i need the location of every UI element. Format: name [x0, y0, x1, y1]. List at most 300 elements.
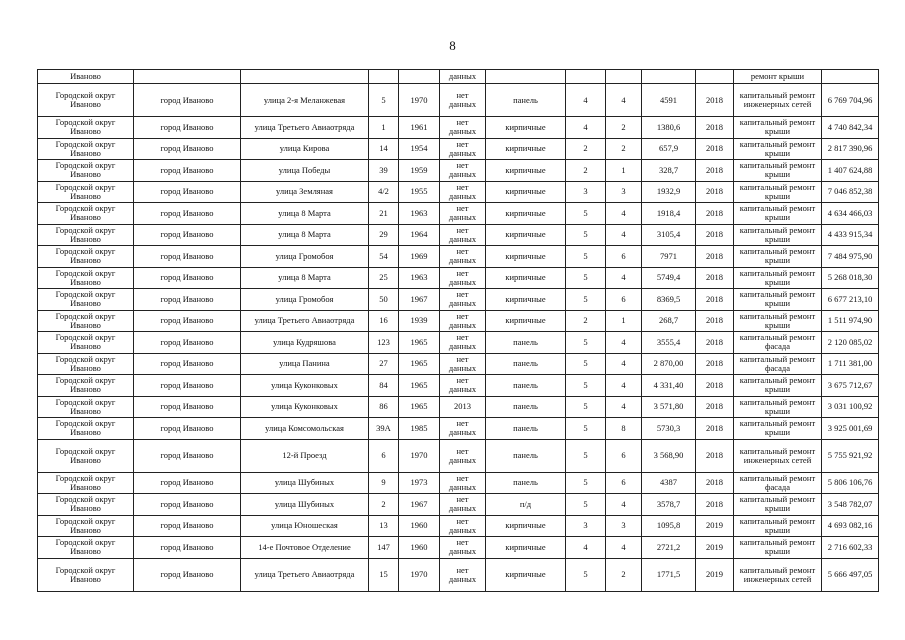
cell-plan-year: 2018 [696, 494, 734, 516]
cell-municipality: Городской округ Иваново [38, 558, 134, 591]
cell-cost: 5 755 921,92 [822, 439, 879, 472]
cell-work-type: капитальный ремонт крыши [734, 515, 822, 537]
cell-settlement: город Иваново [134, 203, 241, 225]
cell-overhaul-year: данных [440, 70, 486, 84]
cell-area: 1771,5 [642, 558, 696, 591]
cell-street: улица Комсомольская [241, 418, 369, 440]
cell-work-type: капитальный ремонт крыши [734, 224, 822, 246]
cell-overhaul-year: нет данных [440, 84, 486, 117]
cell-work-type: капитальный ремонт крыши [734, 160, 822, 182]
cell-municipality: Городской округ Иваново [38, 396, 134, 418]
cell-overhaul-year: нет данных [440, 138, 486, 160]
cell-entrances: 1 [606, 160, 642, 182]
cell-settlement: город Иваново [134, 375, 241, 397]
cell-work-type: капитальный ремонт фасада [734, 353, 822, 375]
cell-settlement: город Иваново [134, 267, 241, 289]
cell-house-number: 84 [369, 375, 399, 397]
cell-wall-material: кирпичные [486, 181, 566, 203]
cell-area: 1918,4 [642, 203, 696, 225]
cell-plan-year: 2018 [696, 246, 734, 268]
cell-house-number: 15 [369, 558, 399, 591]
cell-wall-material: кирпичные [486, 267, 566, 289]
cell-settlement: город Иваново [134, 558, 241, 591]
cell-street: 12-й Проезд [241, 439, 369, 472]
cell-entrances: 6 [606, 439, 642, 472]
cell-floors: 2 [566, 310, 606, 332]
cell-street: улица 8 Марта [241, 224, 369, 246]
cell-plan-year: 2018 [696, 224, 734, 246]
cell-floors: 5 [566, 494, 606, 516]
cell-overhaul-year: нет данных [440, 375, 486, 397]
table-row [38, 117, 879, 139]
cell-build-year: 1965 [399, 353, 440, 375]
cell-plan-year: 2018 [696, 84, 734, 117]
cell-municipality: Городской округ Иваново [38, 472, 134, 494]
cell-area: 3 571,80 [642, 396, 696, 418]
cell-overhaul-year: нет данных [440, 117, 486, 139]
cell-entrances: 4 [606, 375, 642, 397]
cell-work-type: капитальный ремонт фасада [734, 332, 822, 354]
cell-area: 3105,4 [642, 224, 696, 246]
cell-municipality: Городской округ Иваново [38, 246, 134, 268]
cell-work-type: ремонт крыши [734, 70, 822, 84]
cell-street: улица Кудряшова [241, 332, 369, 354]
cell-street: улица Третьего Авиаотряда [241, 310, 369, 332]
cell-cost: 7 046 852,38 [822, 181, 879, 203]
cell-wall-material: панель [486, 84, 566, 117]
cell-street: улица 8 Марта [241, 203, 369, 225]
cell-wall-material: кирпичные [486, 224, 566, 246]
cell-build-year [399, 70, 440, 84]
cell-floors: 5 [566, 332, 606, 354]
cell-settlement: город Иваново [134, 418, 241, 440]
cell-wall-material: кирпичные [486, 558, 566, 591]
cell-entrances: 4 [606, 353, 642, 375]
cell-house-number: 29 [369, 224, 399, 246]
cell-work-type: капитальный ремонт крыши [734, 203, 822, 225]
cell-municipality: Городской округ Иваново [38, 224, 134, 246]
cell-area: 2 870,00 [642, 353, 696, 375]
cell-plan-year: 2018 [696, 160, 734, 182]
table-row [38, 494, 879, 516]
table-row [38, 224, 879, 246]
cell-wall-material: кирпичные [486, 310, 566, 332]
cell-area: 3 568,90 [642, 439, 696, 472]
cell-overhaul-year: нет данных [440, 246, 486, 268]
cell-build-year: 1964 [399, 224, 440, 246]
cell-house-number: 39 [369, 160, 399, 182]
cell-build-year: 1967 [399, 289, 440, 311]
cell-work-type: капитальный ремонт крыши [734, 117, 822, 139]
cell-street [241, 70, 369, 84]
table-row [38, 472, 879, 494]
cell-municipality: Городской округ Иваново [38, 375, 134, 397]
cell-entrances: 4 [606, 396, 642, 418]
cell-plan-year: 2018 [696, 181, 734, 203]
page-number: 8 [449, 38, 456, 53]
cell-overhaul-year: нет данных [440, 515, 486, 537]
cell-wall-material: кирпичные [486, 246, 566, 268]
cell-overhaul-year: нет данных [440, 203, 486, 225]
cell-plan-year: 2018 [696, 375, 734, 397]
cell-settlement: город Иваново [134, 84, 241, 117]
cell-entrances: 4 [606, 267, 642, 289]
table-row [38, 515, 879, 537]
cell-street: улица Шубиных [241, 472, 369, 494]
cell-overhaul-year: 2013 [440, 396, 486, 418]
cell-floors: 5 [566, 246, 606, 268]
cell-plan-year: 2018 [696, 289, 734, 311]
cell-house-number: 21 [369, 203, 399, 225]
cell-plan-year: 2018 [696, 117, 734, 139]
cell-plan-year: 2018 [696, 418, 734, 440]
cell-cost: 1 511 974,90 [822, 310, 879, 332]
cell-wall-material: панель [486, 396, 566, 418]
cell-cost: 3 925 001,69 [822, 418, 879, 440]
cell-area: 1932,9 [642, 181, 696, 203]
cell-area: 5730,3 [642, 418, 696, 440]
cell-build-year: 1961 [399, 117, 440, 139]
cell-area: 4591 [642, 84, 696, 117]
cell-house-number: 2 [369, 494, 399, 516]
cell-build-year: 1963 [399, 203, 440, 225]
table-row [38, 181, 879, 203]
cell-plan-year: 2018 [696, 203, 734, 225]
table-row [38, 418, 879, 440]
cell-plan-year: 2019 [696, 537, 734, 559]
cell-house-number: 14 [369, 138, 399, 160]
cell-floors [566, 70, 606, 84]
cell-wall-material: кирпичные [486, 117, 566, 139]
cell-cost: 6 677 213,10 [822, 289, 879, 311]
cell-plan-year: 2018 [696, 267, 734, 289]
cell-municipality: Городской округ Иваново [38, 84, 134, 117]
cell-municipality: Городской округ Иваново [38, 289, 134, 311]
cell-settlement: город Иваново [134, 472, 241, 494]
cell-floors: 2 [566, 160, 606, 182]
cell-floors: 2 [566, 138, 606, 160]
cell-build-year: 1954 [399, 138, 440, 160]
cell-area: 5749,4 [642, 267, 696, 289]
cell-entrances: 4 [606, 537, 642, 559]
cell-work-type: капитальный ремонт крыши [734, 246, 822, 268]
cell-settlement: город Иваново [134, 396, 241, 418]
cell-entrances: 2 [606, 558, 642, 591]
cell-street: улица Кирова [241, 138, 369, 160]
cell-plan-year: 2018 [696, 439, 734, 472]
cell-work-type: капитальный ремонт крыши [734, 138, 822, 160]
cell-street: улица Куконковых [241, 396, 369, 418]
cell-build-year: 1959 [399, 160, 440, 182]
cell-work-type: капитальный ремонт крыши [734, 310, 822, 332]
cell-floors: 5 [566, 289, 606, 311]
cell-plan-year: 2018 [696, 472, 734, 494]
cell-work-type: капитальный ремонт крыши [734, 289, 822, 311]
cell-work-type: капитальный ремонт фасада [734, 472, 822, 494]
cell-cost: 2 817 390,96 [822, 138, 879, 160]
cell-overhaul-year: нет данных [440, 472, 486, 494]
table-row [38, 246, 879, 268]
cell-street: улица Громобоя [241, 246, 369, 268]
cell-street: 14-е Почтовое Отделение [241, 537, 369, 559]
table-row [38, 375, 879, 397]
cell-cost: 6 769 704,96 [822, 84, 879, 117]
cell-overhaul-year: нет данных [440, 418, 486, 440]
cell-municipality: Городской округ Иваново [38, 332, 134, 354]
cell-area: 1380,6 [642, 117, 696, 139]
cell-cost: 4 693 082,16 [822, 515, 879, 537]
cell-street: улица Победы [241, 160, 369, 182]
cell-overhaul-year: нет данных [440, 353, 486, 375]
cell-floors: 5 [566, 418, 606, 440]
cell-build-year: 1965 [399, 332, 440, 354]
cell-floors: 5 [566, 375, 606, 397]
cell-cost: 3 675 712,67 [822, 375, 879, 397]
cell-overhaul-year: нет данных [440, 224, 486, 246]
cell-municipality: Городской округ Иваново [38, 494, 134, 516]
cell-overhaul-year: нет данных [440, 289, 486, 311]
cell-municipality: Городской округ Иваново [38, 203, 134, 225]
cell-settlement: город Иваново [134, 515, 241, 537]
cell-entrances: 1 [606, 310, 642, 332]
cell-street: улица 8 Марта [241, 267, 369, 289]
cell-house-number: 6 [369, 439, 399, 472]
cell-settlement: город Иваново [134, 332, 241, 354]
cell-overhaul-year: нет данных [440, 181, 486, 203]
cell-work-type: капитальный ремонт крыши [734, 537, 822, 559]
cell-municipality: Городской округ Иваново [38, 418, 134, 440]
cell-municipality: Городской округ Иваново [38, 117, 134, 139]
cell-house-number: 25 [369, 267, 399, 289]
cell-entrances [606, 70, 642, 84]
table-row [38, 558, 879, 591]
cell-build-year: 1973 [399, 472, 440, 494]
cell-cost: 4 634 466,03 [822, 203, 879, 225]
cell-house-number: 54 [369, 246, 399, 268]
cell-overhaul-year: нет данных [440, 439, 486, 472]
cell-wall-material: панель [486, 353, 566, 375]
housing-repair-table [37, 69, 879, 592]
cell-street: улица Третьего Авиаотряда [241, 117, 369, 139]
table-row [38, 203, 879, 225]
cell-floors: 5 [566, 396, 606, 418]
cell-wall-material: панель [486, 375, 566, 397]
cell-build-year: 1965 [399, 375, 440, 397]
cell-plan-year: 2018 [696, 332, 734, 354]
cell-entrances: 6 [606, 472, 642, 494]
cell-area: 328,7 [642, 160, 696, 182]
cell-build-year: 1960 [399, 515, 440, 537]
cell-build-year: 1970 [399, 84, 440, 117]
cell-overhaul-year: нет данных [440, 267, 486, 289]
cell-cost: 4 433 915,34 [822, 224, 879, 246]
cell-entrances: 3 [606, 181, 642, 203]
cell-house-number: 39А [369, 418, 399, 440]
cell-overhaul-year: нет данных [440, 160, 486, 182]
cell-municipality: Иваново [38, 70, 134, 84]
cell-house-number: 16 [369, 310, 399, 332]
cell-work-type: капитальный ремонт инженерных сетей [734, 84, 822, 117]
cell-work-type: капитальный ремонт крыши [734, 267, 822, 289]
cell-municipality: Городской округ Иваново [38, 160, 134, 182]
table-row [38, 84, 879, 117]
table-row [38, 267, 879, 289]
cell-area: 4 331,40 [642, 375, 696, 397]
cell-cost: 5 268 018,30 [822, 267, 879, 289]
cell-wall-material: кирпичные [486, 515, 566, 537]
cell-entrances: 8 [606, 418, 642, 440]
cell-municipality: Городской округ Иваново [38, 181, 134, 203]
cell-overhaul-year: нет данных [440, 332, 486, 354]
cell-wall-material: панель [486, 332, 566, 354]
cell-cost: 4 740 842,34 [822, 117, 879, 139]
cell-build-year: 1965 [399, 396, 440, 418]
cell-area: 2721,2 [642, 537, 696, 559]
cell-cost: 3 548 782,07 [822, 494, 879, 516]
cell-settlement: город Иваново [134, 224, 241, 246]
cell-entrances: 4 [606, 203, 642, 225]
cell-municipality: Городской округ Иваново [38, 138, 134, 160]
cell-work-type: капитальный ремонт инженерных сетей [734, 439, 822, 472]
cell-area: 8369,5 [642, 289, 696, 311]
cell-area: 657,9 [642, 138, 696, 160]
cell-municipality: Городской округ Иваново [38, 267, 134, 289]
cell-area: 7971 [642, 246, 696, 268]
cell-cost: 2 120 085,02 [822, 332, 879, 354]
cell-build-year: 1963 [399, 267, 440, 289]
cell-settlement: город Иваново [134, 138, 241, 160]
cell-floors: 4 [566, 117, 606, 139]
cell-wall-material: кирпичные [486, 160, 566, 182]
cell-entrances: 4 [606, 332, 642, 354]
cell-floors: 5 [566, 224, 606, 246]
cell-floors: 5 [566, 203, 606, 225]
table-row [38, 138, 879, 160]
cell-floors: 3 [566, 181, 606, 203]
cell-wall-material: кирпичные [486, 289, 566, 311]
cell-plan-year [696, 70, 734, 84]
cell-settlement: город Иваново [134, 494, 241, 516]
cell-area: 3555,4 [642, 332, 696, 354]
cell-settlement [134, 70, 241, 84]
cell-house-number: 50 [369, 289, 399, 311]
cell-plan-year: 2018 [696, 396, 734, 418]
cell-build-year: 1960 [399, 537, 440, 559]
cell-entrances: 4 [606, 224, 642, 246]
cell-work-type: капитальный ремонт крыши [734, 396, 822, 418]
cell-plan-year: 2019 [696, 558, 734, 591]
cell-area: 1095,8 [642, 515, 696, 537]
cell-street: улица Юношеская [241, 515, 369, 537]
cell-house-number: 27 [369, 353, 399, 375]
cell-entrances: 3 [606, 515, 642, 537]
cell-floors: 5 [566, 267, 606, 289]
cell-floors: 5 [566, 353, 606, 375]
cell-street: улица Земляная [241, 181, 369, 203]
cell-wall-material: п/д [486, 494, 566, 516]
cell-entrances: 2 [606, 117, 642, 139]
table-row [38, 310, 879, 332]
cell-settlement: город Иваново [134, 537, 241, 559]
cell-street: улица Третьего Авиаотряда [241, 558, 369, 591]
table-row [38, 289, 879, 311]
cell-cost [822, 70, 879, 84]
cell-wall-material: панель [486, 439, 566, 472]
cell-municipality: Городской округ Иваново [38, 310, 134, 332]
cell-floors: 4 [566, 84, 606, 117]
cell-house-number [369, 70, 399, 84]
cell-settlement: город Иваново [134, 246, 241, 268]
table-row [38, 332, 879, 354]
cell-cost: 7 484 975,90 [822, 246, 879, 268]
cell-settlement: город Иваново [134, 353, 241, 375]
cell-plan-year: 2018 [696, 353, 734, 375]
cell-floors: 3 [566, 515, 606, 537]
cell-municipality: Городской округ Иваново [38, 537, 134, 559]
cell-work-type: капитальный ремонт крыши [734, 494, 822, 516]
table-row [38, 353, 879, 375]
cell-build-year: 1955 [399, 181, 440, 203]
cell-street: улица Шубиных [241, 494, 369, 516]
table-row [38, 537, 879, 559]
cell-plan-year: 2019 [696, 515, 734, 537]
cell-build-year: 1985 [399, 418, 440, 440]
cell-house-number: 5 [369, 84, 399, 117]
cell-overhaul-year: нет данных [440, 537, 486, 559]
cell-work-type: капитальный ремонт крыши [734, 418, 822, 440]
cell-work-type: капитальный ремонт крыши [734, 375, 822, 397]
cell-wall-material: кирпичные [486, 537, 566, 559]
cell-house-number: 13 [369, 515, 399, 537]
cell-street: улица Панина [241, 353, 369, 375]
table-row [38, 160, 879, 182]
cell-entrances: 4 [606, 84, 642, 117]
cell-build-year: 1970 [399, 439, 440, 472]
cell-cost: 1 407 624,88 [822, 160, 879, 182]
cell-entrances: 4 [606, 494, 642, 516]
cell-municipality: Городской округ Иваново [38, 439, 134, 472]
table-row [38, 439, 879, 472]
cell-area: 4387 [642, 472, 696, 494]
cell-house-number: 1 [369, 117, 399, 139]
cell-wall-material [486, 70, 566, 84]
cell-area: 3578,7 [642, 494, 696, 516]
cell-cost: 5 806 106,76 [822, 472, 879, 494]
cell-work-type: капитальный ремонт крыши [734, 181, 822, 203]
cell-work-type: капитальный ремонт инженерных сетей [734, 558, 822, 591]
cell-floors: 5 [566, 558, 606, 591]
cell-build-year: 1967 [399, 494, 440, 516]
cell-settlement: город Иваново [134, 439, 241, 472]
cell-plan-year: 2018 [696, 310, 734, 332]
cell-cost: 1 711 381,00 [822, 353, 879, 375]
cell-overhaul-year: нет данных [440, 310, 486, 332]
cell-floors: 5 [566, 472, 606, 494]
cell-entrances: 2 [606, 138, 642, 160]
cell-settlement: город Иваново [134, 310, 241, 332]
cell-cost: 2 716 602,33 [822, 537, 879, 559]
cell-build-year: 1939 [399, 310, 440, 332]
cell-house-number: 4/2 [369, 181, 399, 203]
cell-house-number: 9 [369, 472, 399, 494]
cell-overhaul-year: нет данных [440, 494, 486, 516]
table-row [38, 396, 879, 418]
cell-municipality: Городской округ Иваново [38, 353, 134, 375]
cell-floors: 4 [566, 537, 606, 559]
cell-settlement: город Иваново [134, 117, 241, 139]
cell-cost: 5 666 497,05 [822, 558, 879, 591]
cell-wall-material: панель [486, 418, 566, 440]
